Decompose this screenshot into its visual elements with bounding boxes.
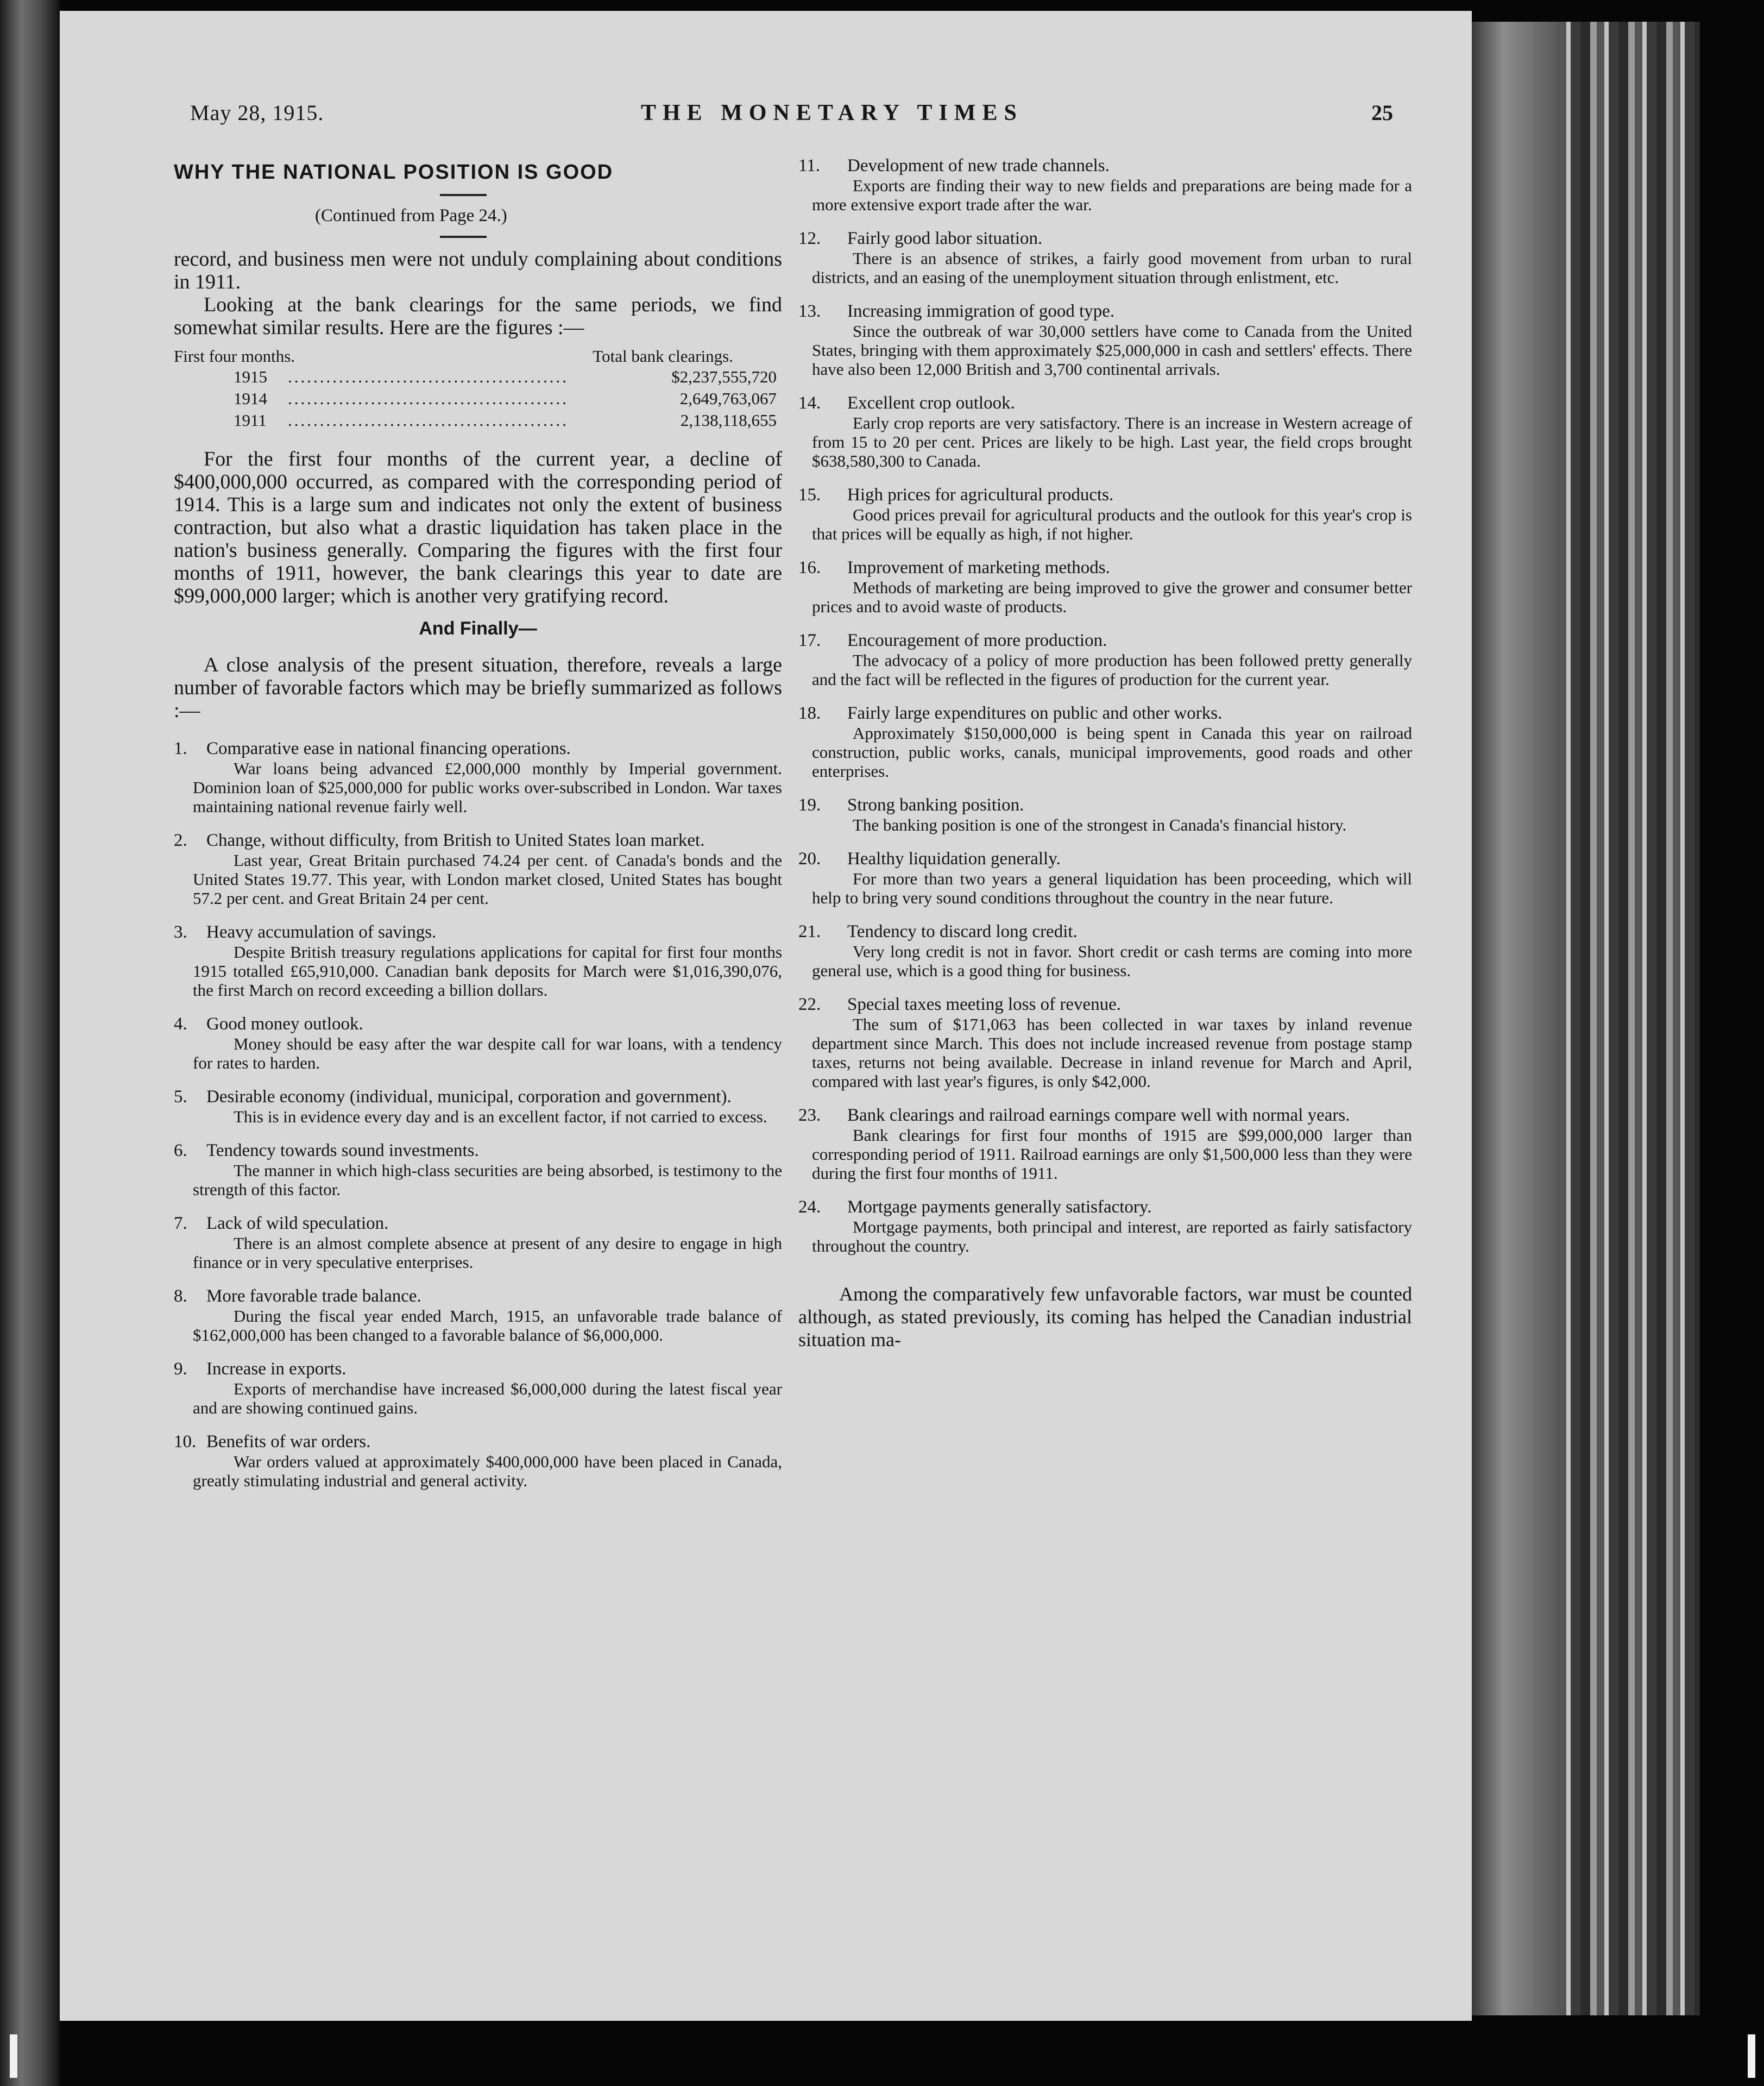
table-amount: $2,237,555,720 — [671, 367, 777, 386]
item-description: The sum of $171,063 has been collected in war taxes by inland revenue department since March. This does not include increased revenue from postage stamp taxes, returns not being available. Decrease in inland revenue for March and April, compared with last year's figures, is only $42,000. — [812, 1015, 1412, 1091]
film-mark-right — [1748, 2034, 1755, 2078]
item-description: The banking position is one of the strongest in Canada's financial history. — [853, 815, 1347, 834]
item-number: 19. — [798, 795, 821, 815]
item-heading: Strong banking position. — [847, 795, 1024, 815]
paragraph-3: For the first four months of the current year, a decline of $400,000,000 occurred, as compared with the corresponding period of 1914. This is a large sum and indicates not only the extent of business contraction, but also what a drastic liquidation has taken place in the nation's business generally. Comparing the figures with the first four months of 1911, however, the bank clearings this year to date are $99,000,000 larger; which is another very gratifying record. — [174, 448, 782, 607]
item-heading: Tendency to discard long credit. — [847, 922, 1078, 941]
list-item — [798, 1105, 1412, 1183]
item-description: Last year, Great Britain purchased 74.24 per cent. of Canada's bonds and the United States 19.77. This year, with London market closed, United States has bought 57.2 per cent. and Great Britain 24 per cent. — [193, 851, 782, 908]
item-description: Since the outbreak of war 30,000 settlers have come to Canada from the United States, bringing with them approximately $25,000,000 in cash and settlers' effects. There have also been 12,000 British and 3,700 continental arrivals. — [812, 322, 1412, 379]
list-item — [174, 922, 782, 1000]
list-item — [798, 301, 1412, 379]
binding-shadow-left — [0, 0, 60, 2086]
table-year: 1911 — [234, 411, 267, 430]
item-heading: Good money outlook. — [206, 1014, 363, 1034]
book-page-edges — [1466, 22, 1700, 2015]
item-number: 22. — [798, 995, 821, 1014]
item-number: 5. — [174, 1087, 187, 1107]
paragraph-4: A close analysis of the present situation, therefore, reveals a large number of favorable factors which may be briefly summarized as follows :— — [174, 654, 782, 722]
list-item — [174, 1286, 782, 1344]
closing-paragraph: Among the comparatively few unfavorable factors, war must be counted although, as stated previously, its coming has helped the Canadian industrial situation ma- — [798, 1283, 1412, 1350]
item-number: 20. — [798, 849, 821, 869]
list-item — [798, 393, 1412, 470]
table-year: 1915 — [234, 367, 267, 386]
item-description: There is an almost complete absence at present of any desire to engage in high finance or in very speculative enterprises. — [193, 1234, 782, 1272]
item-heading: Encouragement of more production. — [847, 631, 1107, 650]
right-column — [798, 155, 1412, 1371]
item-description: Exports of merchandise have increased $6,000,000 during the latest fiscal year and are showing continued gains. — [193, 1379, 782, 1417]
item-heading: Fairly large expenditures on public and other works. — [847, 703, 1223, 723]
list-item — [174, 738, 782, 816]
item-description: There is an absence of strikes, a fairly good movement from urban to rural districts, and an easing of the unemployment situation through enlistment, etc. — [812, 249, 1412, 287]
item-number: 7. — [174, 1214, 187, 1233]
item-description: Despite British treasury regulations applications for capital for first four months 1915 totalled £65,910,000. Canadian bank deposits for March were $1,016,390,076, the first March on record exceeding a billion dollars. — [193, 943, 782, 1000]
item-number: 12. — [798, 229, 821, 248]
paragraph-1: record, and business men were not unduly complaining about conditions in 1911. — [174, 248, 782, 293]
item-description: This is in evidence every day and is an excellent factor, if not carried to excess. — [234, 1107, 767, 1126]
list-item — [798, 921, 1412, 980]
table-row: 1914 ............................................ 2,649,763,067 — [234, 388, 777, 410]
item-number: 6. — [174, 1141, 187, 1160]
item-number: 15. — [798, 485, 821, 505]
item-description: Methods of marketing are being improved to give the grower and consumer better prices and to avoid waste of products. — [812, 578, 1412, 616]
item-heading: Change, without difficulty, from British to United States loan market. — [206, 831, 705, 850]
item-heading: Excellent crop outlook. — [847, 393, 1015, 413]
item-description: Money should be easy after the war despite call for war loans, with a tendency for rates to harden. — [193, 1034, 782, 1072]
article-title: WHY THE NATIONAL POSITION IS GOOD — [174, 161, 614, 184]
page-number: 25 — [1371, 100, 1393, 125]
issue-date: May 28, 1915. — [190, 100, 324, 125]
page-header — [119, 88, 1412, 131]
item-number: 13. — [798, 301, 821, 321]
item-number: 8. — [174, 1286, 187, 1306]
item-description: During the fiscal year ended March, 1915, an unfavorable trade balance of $162,000,000 has been changed to a favorable balance of $6,000,000. — [193, 1306, 782, 1344]
item-heading: Mortgage payments generally satisfactory. — [847, 1197, 1152, 1217]
subhead: And Finally— — [419, 618, 537, 639]
list-item — [174, 1213, 782, 1272]
item-description: War orders valued at approximately $400,000,000 have been placed in Canada, greatly stimulating industrial and general activity. — [193, 1452, 782, 1490]
item-number: 21. — [798, 922, 821, 941]
item-number: 3. — [174, 922, 187, 942]
table-col-1: First four months. — [174, 347, 295, 366]
item-number: 23. — [798, 1105, 821, 1125]
item-description: Mortgage payments, both principal and interest, are reported as fairly satisfactory throughout the country. — [812, 1217, 1412, 1255]
item-number: 24. — [798, 1197, 821, 1217]
item-heading: Benefits of war orders. — [206, 1432, 371, 1452]
item-number: 9. — [174, 1359, 187, 1379]
item-number: 11. — [798, 156, 821, 175]
item-heading: Healthy liquidation generally. — [847, 849, 1061, 869]
list-item — [798, 155, 1412, 214]
item-number: 16. — [798, 558, 821, 577]
list-item — [798, 795, 1412, 834]
left-column — [174, 155, 782, 1504]
item-number: 1. — [174, 739, 187, 758]
item-heading: More favorable trade balance. — [206, 1286, 421, 1306]
item-heading: Bank clearings and railroad earnings compare well with normal years. — [847, 1105, 1350, 1125]
list-item — [798, 485, 1412, 543]
item-number: 14. — [798, 393, 821, 413]
item-heading: Special taxes meeting loss of revenue. — [847, 995, 1122, 1014]
table-amount: 2,649,763,067 — [679, 389, 777, 408]
table-year: 1914 — [234, 389, 267, 408]
item-description: The advocacy of a policy of more production has been followed pretty generally and the fact will be reflected in the figures of production for the current year. — [812, 651, 1412, 689]
item-heading: Heavy accumulation of savings. — [206, 922, 437, 942]
item-description: For more than two years a general liquidation has been proceeding, which will help to bring very sound conditions throughout the country in the near future. — [812, 869, 1412, 907]
list-item — [798, 849, 1412, 907]
item-heading: Lack of wild speculation. — [206, 1214, 389, 1233]
item-heading: Tendency towards sound investments. — [206, 1141, 479, 1160]
list-item — [174, 1431, 782, 1490]
item-heading: Fairly good labor situation. — [847, 229, 1043, 248]
item-number: 4. — [174, 1014, 187, 1034]
list-item — [798, 703, 1412, 781]
list-item — [798, 630, 1412, 689]
table-row: 1915 ............................................ $2,237,555,720 — [234, 366, 777, 388]
list-item — [174, 830, 782, 908]
list-item — [174, 1359, 782, 1417]
item-number: 2. — [174, 831, 187, 850]
item-heading: Increasing immigration of good type. — [847, 301, 1115, 321]
list-item — [798, 228, 1412, 287]
film-mark-left — [10, 2034, 17, 2078]
table-row: 1911 ............................................ 2,138,118,655 — [234, 410, 777, 431]
item-heading: Comparative ease in national financing operations. — [206, 739, 571, 758]
item-heading: Increase in exports. — [206, 1359, 346, 1379]
continued-rule — [440, 236, 487, 238]
item-description: The manner in which high-class securities are being absorbed, is testimony to the strength of this factor. — [193, 1161, 782, 1199]
item-heading: Improvement of marketing methods. — [847, 558, 1110, 577]
item-description: Approximately $150,000,000 is being spent in Canada this year on railroad construction, public works, canals, municipal improvements, good roads and other enterprises. — [812, 724, 1412, 781]
item-heading: High prices for agricultural products. — [847, 485, 1114, 505]
clearings-table — [174, 347, 782, 431]
item-number: 10. — [174, 1432, 197, 1452]
item-description: Very long credit is not in favor. Short credit or cash terms are coming into more general use, which is a good thing for business. — [812, 942, 1412, 980]
item-description: Good prices prevail for agricultural products and the outlook for this year's crop is that prices will be equally as high, if not higher. — [812, 505, 1412, 543]
list-item — [798, 1197, 1412, 1255]
table-col-2: Total bank clearings. — [593, 347, 733, 366]
list-item — [174, 1014, 782, 1072]
item-heading: Desirable economy (individual, municipal, corporation and government). — [206, 1087, 732, 1107]
item-number: 18. — [798, 703, 821, 723]
masthead: THE MONETARY TIMES — [641, 100, 1023, 125]
paragraph-2: Looking at the bank clearings for the same periods, we find somewhat similar results. Here are the figures :— — [174, 293, 782, 339]
list-item — [174, 1140, 782, 1199]
table-amount: 2,138,118,655 — [680, 411, 777, 430]
item-description: Early crop reports are very satisfactory. There is an increase in Western acreage of from 15 to 20 per cent. Prices are likely to be high. Last year, the field crops brought $638,580,300 to Canada. — [812, 413, 1412, 470]
item-heading: Development of new trade channels. — [847, 156, 1110, 175]
list-item — [174, 1086, 782, 1126]
item-number: 17. — [798, 631, 821, 650]
factor-list-right — [798, 155, 1412, 1255]
list-item — [798, 994, 1412, 1091]
list-item — [798, 557, 1412, 616]
item-description: Bank clearings for first four months of 1915 are $99,000,000 larger than corresponding period of 1911. Railroad earnings are only $1,500,000 less than they were during the first four months of 1911. — [812, 1126, 1412, 1183]
continued-note: (Continued from Page 24.) — [315, 206, 507, 225]
title-rule — [440, 194, 487, 196]
item-description: War loans being advanced £2,000,000 monthly by Imperial government. Dominion loan of $25,000,000 for public works over-subscribed in London. War taxes maintaining national revenue fairly well. — [193, 759, 782, 816]
factor-list-left — [174, 738, 782, 1490]
item-description: Exports are finding their way to new fields and preparations are being made for a more extensive export trade after the war. — [812, 176, 1412, 214]
